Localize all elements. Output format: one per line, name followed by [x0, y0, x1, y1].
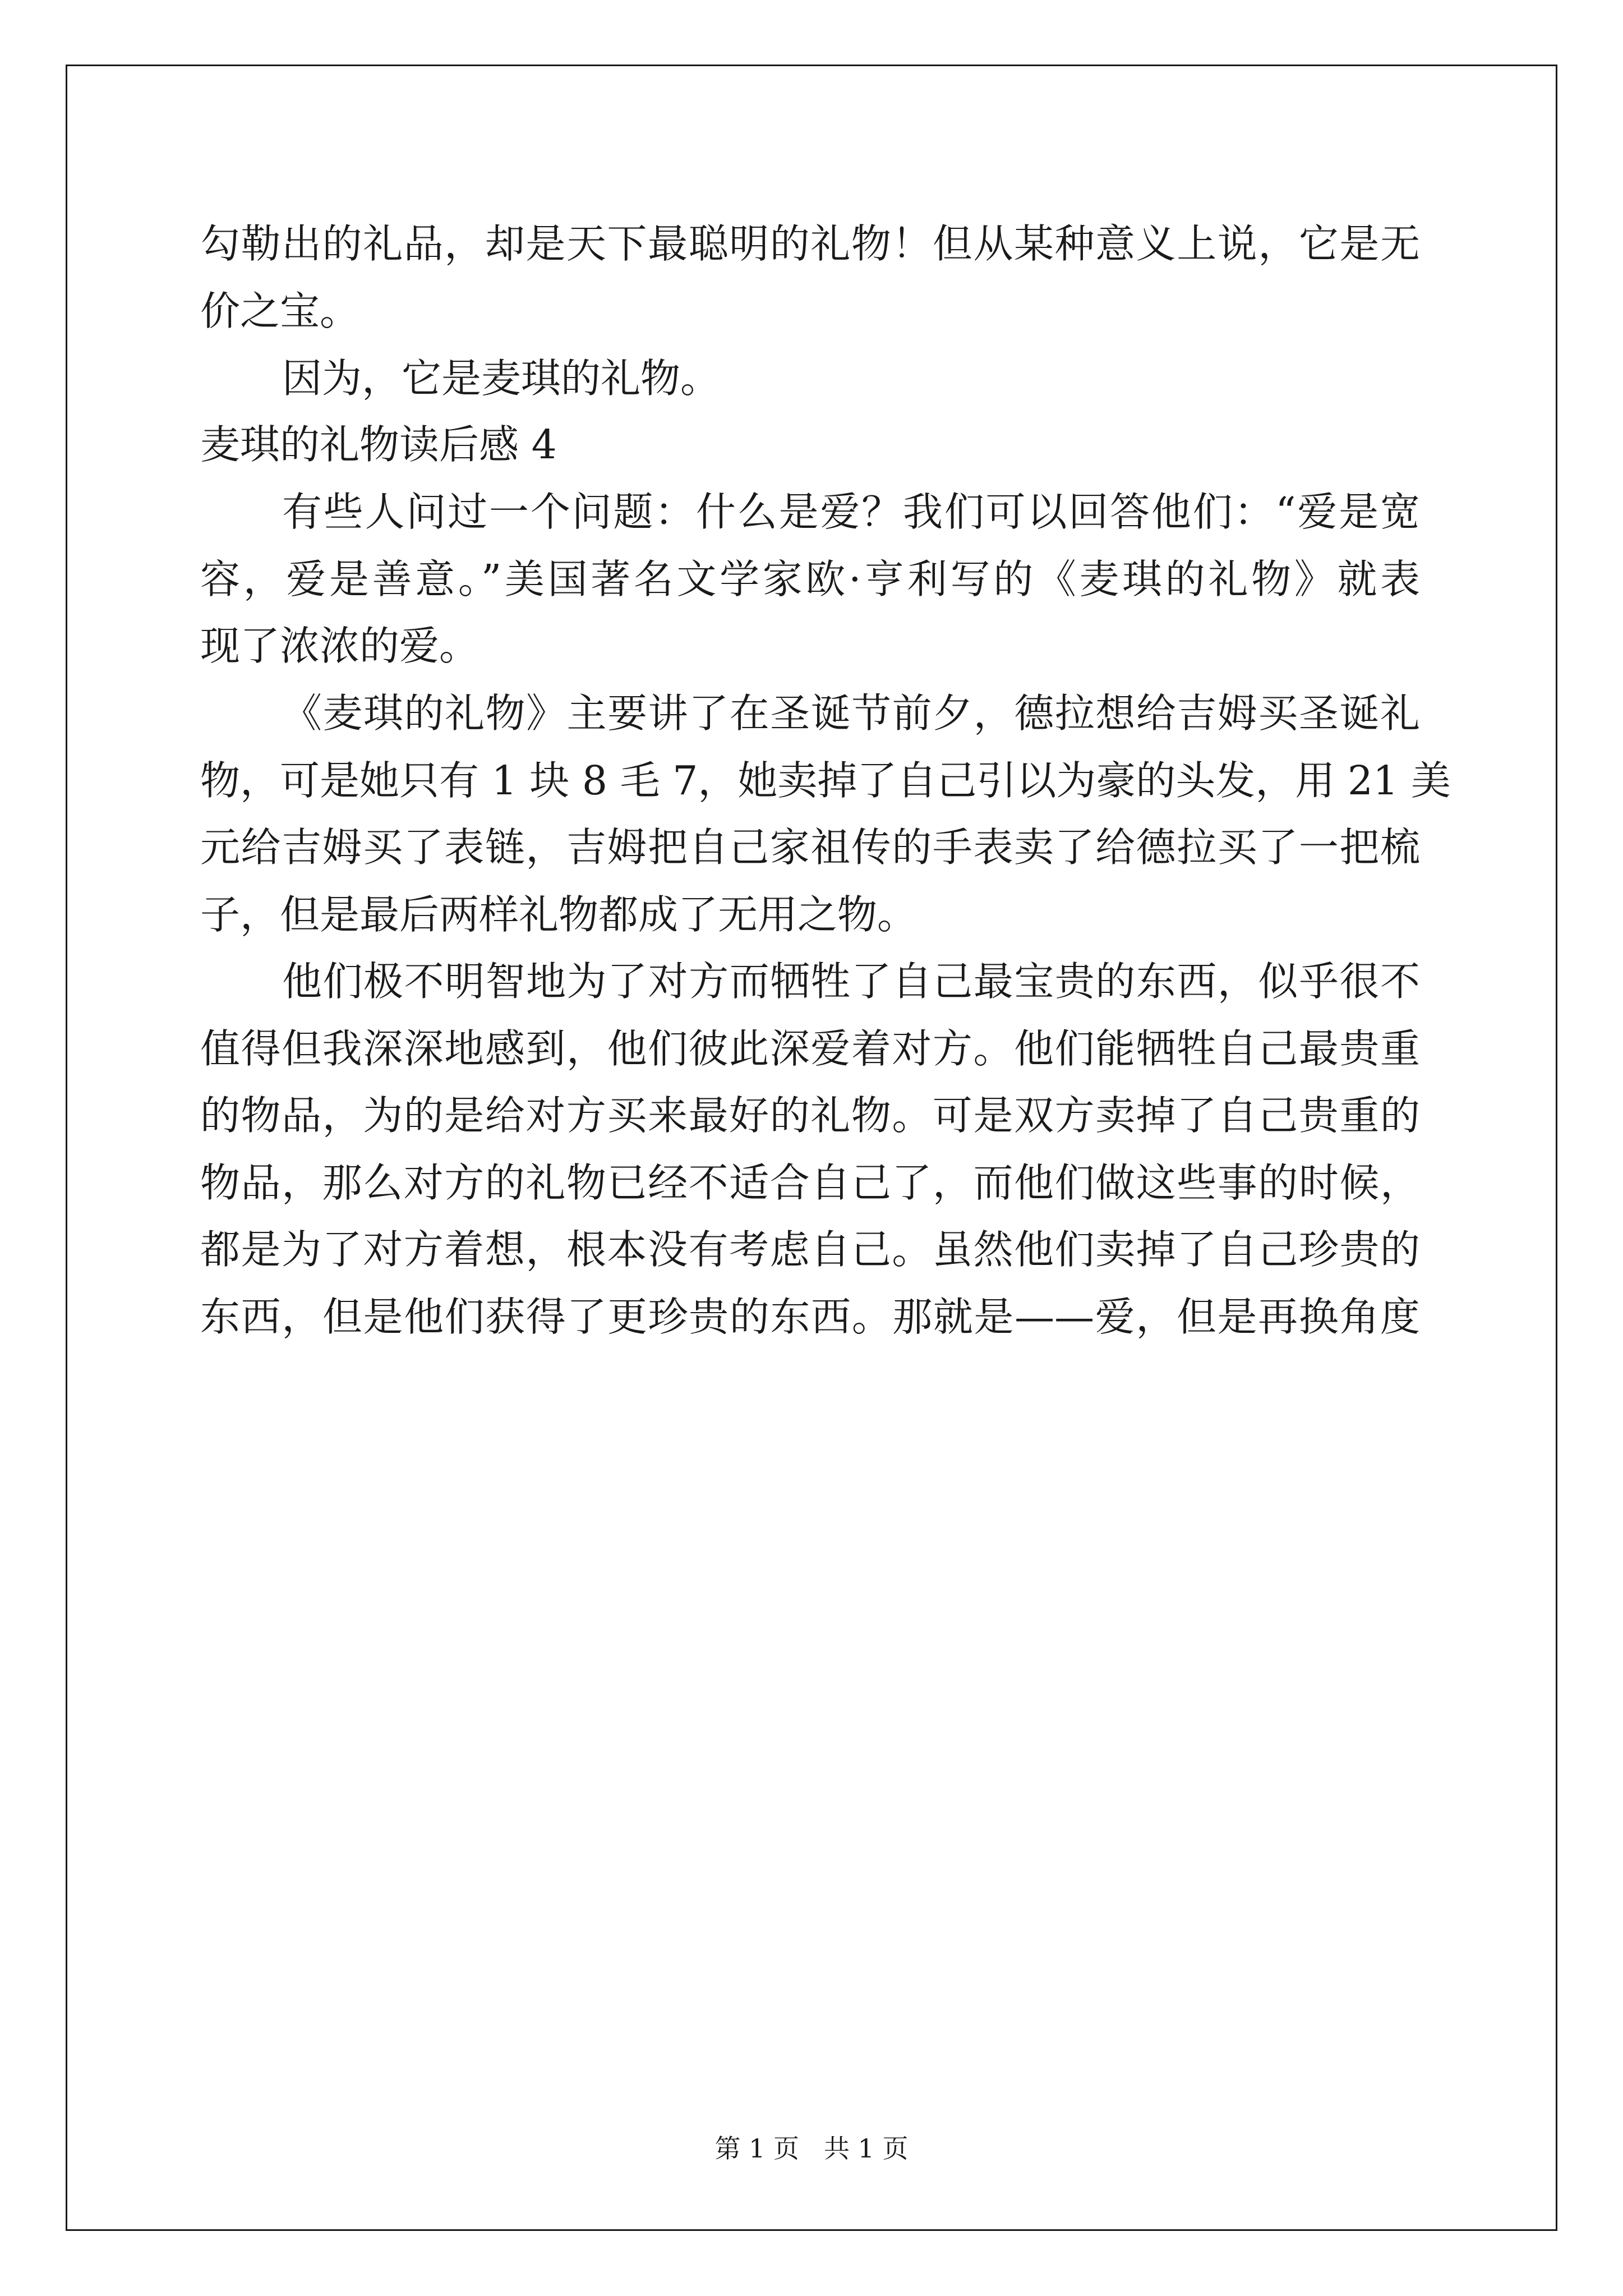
text-line: 现了浓浓的爱。	[200, 623, 479, 669]
paragraph-line: 他们极不明智地为了对方而牺牲了自己最宝贵的东西，似乎很不	[282, 958, 1420, 1005]
text-line: 勾勒出的礼品，却是天下最聪明的礼物！但从某种意义上说，它是无	[200, 220, 1420, 267]
text-line: 子，但是最后两样礼物都成了无用之物。	[200, 891, 917, 938]
paragraph-line: 《麦琪的礼物》主要讲了在圣诞节前夕，德拉想给吉姆买圣诞礼	[282, 690, 1420, 737]
text-line: 元给吉姆买了表链，吉姆把自己家祖传的手表卖了给德拉买了一把梳	[200, 824, 1420, 871]
paragraph-line: 因为，它是麦琪的礼物。	[282, 355, 721, 402]
page-number: 第 1 页	[714, 2133, 799, 2164]
page-footer	[0, 2132, 1623, 2165]
section-heading: 麦琪的礼物读后感 4	[200, 421, 557, 468]
page-count: 共 1 页	[824, 2133, 909, 2164]
text-line: 值得但我深深地感到，他们彼此深爱着对方。他们能牺牲自己最贵重	[200, 1025, 1420, 1072]
text-line: 的物品，为的是给对方买来最好的礼物。可是双方卖掉了自己贵重的	[200, 1092, 1420, 1139]
text-line: 价之宝。	[200, 288, 360, 334]
text-line: 都是为了对方着想，根本没有考虑自己。虽然他们卖掉了自己珍贵的	[200, 1226, 1420, 1273]
text-line: 物，可是她只有 1 块 8 毛 7，她卖掉了自己引以为豪的头发，用 21 美	[200, 757, 1451, 804]
text-line: 物品，那么对方的礼物已经不适合自己了，而他们做这些事的时候，	[200, 1159, 1420, 1206]
paragraph-line: 有些人问过一个问题：什么是爱？我们可以回答他们：“爱是宽	[282, 489, 1420, 535]
text-line: 东西，但是他们获得了更珍贵的东西。那就是——爱，但是再换角度	[200, 1294, 1420, 1340]
text-line: 容，爱是善意。”美国著名文学家欧·亨利写的《麦琪的礼物》就表	[200, 556, 1420, 602]
